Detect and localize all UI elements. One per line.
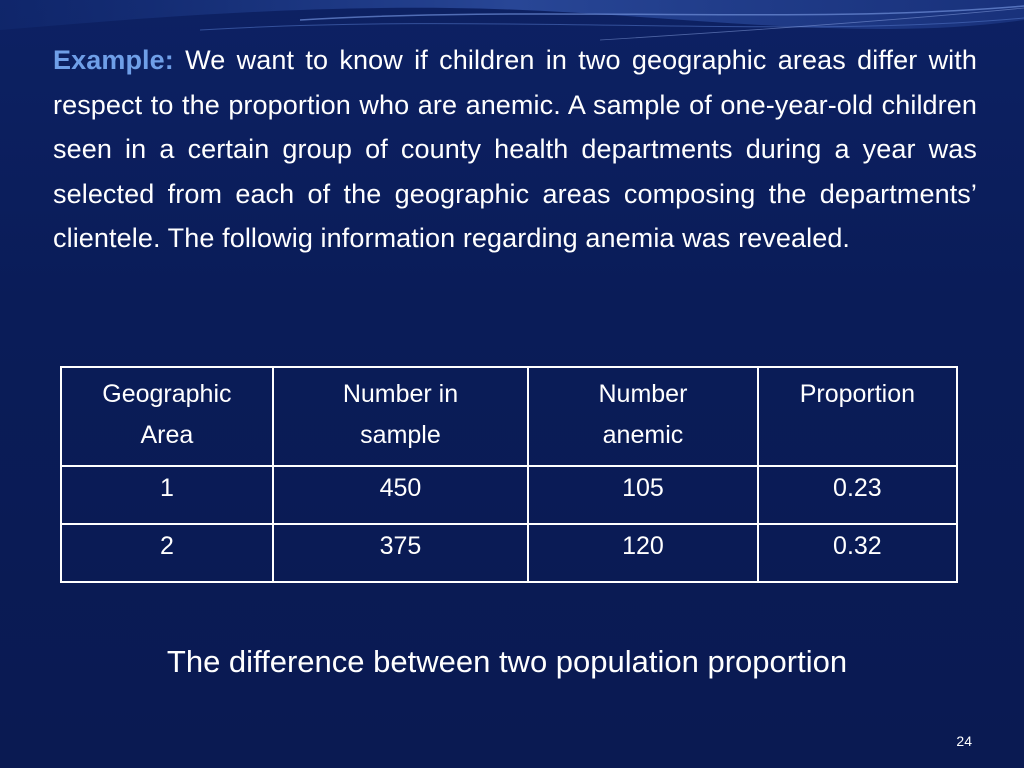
slide-subtitle: The difference between two population proportion	[166, 644, 848, 679]
example-text: We want to know if children in two geographic areas differ with respect to the proportion who are anemic. A sample of one-year-old children seen in a certain group of county health departments during a year was selected from each of the geographic areas composing the departments’ clientele. The followig information regarding anemia was revealed.	[53, 45, 977, 253]
table-cell: 0.23	[758, 466, 957, 524]
table-cell: 1	[61, 466, 273, 524]
table-row	[61, 466, 957, 524]
header-geographic-area: Geographic Area	[61, 367, 273, 466]
table-cell: 2	[61, 524, 273, 582]
table-cell: 0.32	[758, 524, 957, 582]
table-cell: 120	[528, 524, 758, 582]
example-paragraph	[53, 38, 977, 261]
anemia-data-table	[60, 366, 958, 583]
header-number-anemic: Number anemic	[528, 367, 758, 466]
table-cell: 375	[273, 524, 528, 582]
example-label: Example:	[53, 45, 174, 75]
table-cell: 105	[528, 466, 758, 524]
table-header-row	[61, 367, 957, 466]
page-number: 24	[956, 733, 972, 749]
table-cell: 450	[273, 466, 528, 524]
header-proportion: Proportion	[758, 367, 957, 466]
table-row	[61, 524, 957, 582]
header-number-in-sample: Number in sample	[273, 367, 528, 466]
